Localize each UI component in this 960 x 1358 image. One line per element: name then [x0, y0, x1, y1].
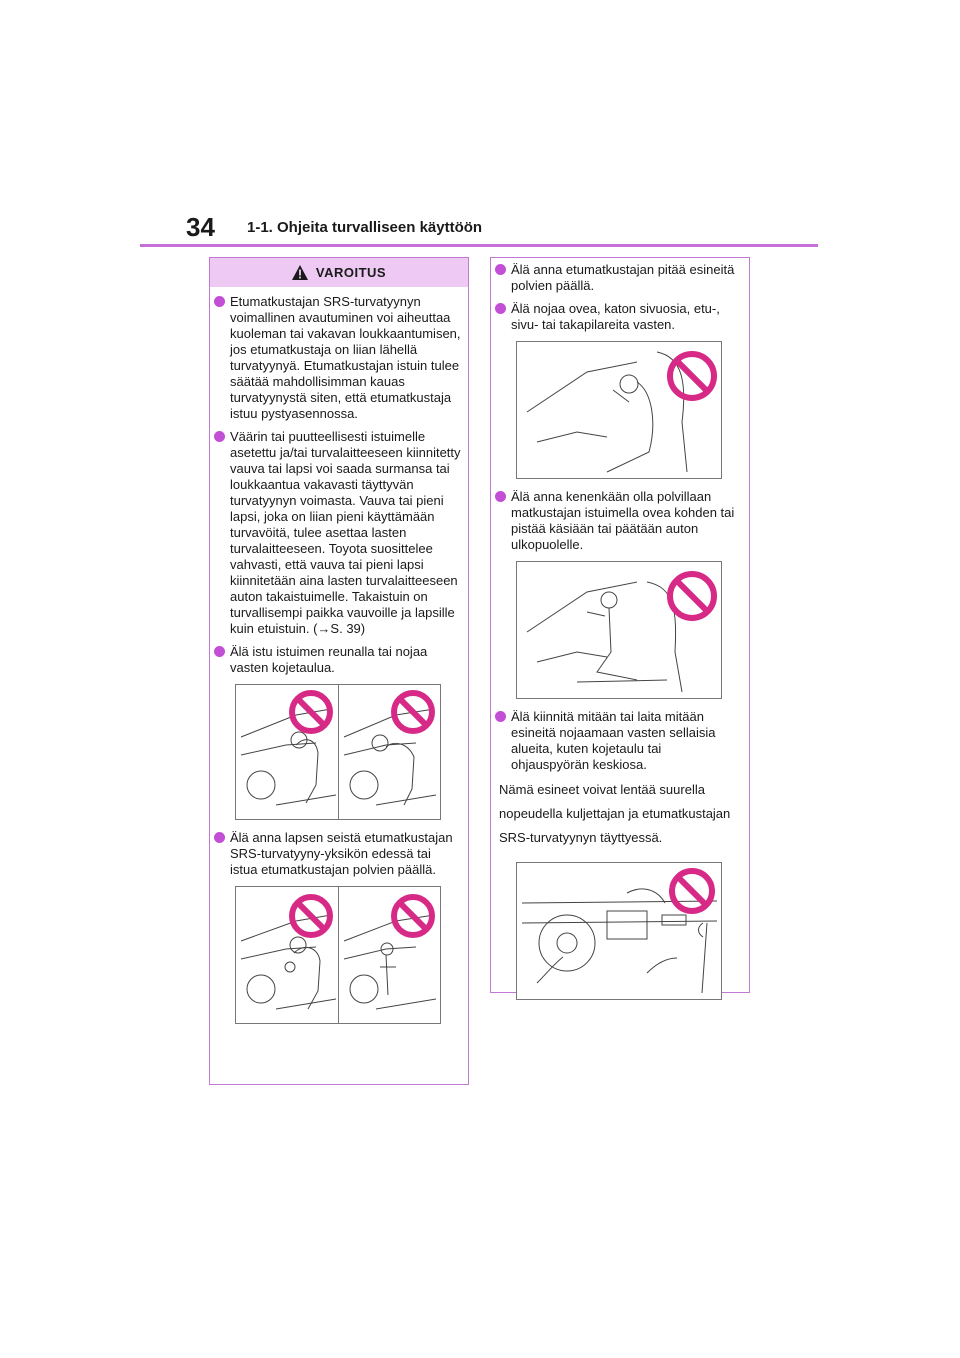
warning-item: [495, 301, 742, 333]
warning-paragraph: Nämä esineet voivat lentää suurella nopeudella kuljettajan ja etumatkustajan SRS-turvatyynyn täyttyessä.: [499, 782, 731, 845]
warning-item-text: Älä kiinnitä mitään tai laita mitään esineitä nojaamaan vasten sellaisia alueita, kuten kojetaulu tai ohjauspyörän keskiosa.: [511, 709, 716, 772]
warning-item-text: Älä anna kenenkään olla polvillaan matkustajan istuimella ovea kohden tai pistää käsiään tai päätään auton ulkopuolelle.: [511, 489, 735, 552]
bullet-icon: [214, 296, 225, 307]
warning-item: [214, 294, 461, 422]
warning-item: [495, 262, 742, 294]
warning-item: [495, 489, 742, 553]
illustration-child-standing: [235, 886, 441, 1024]
warning-box-left: [209, 257, 469, 1085]
warning-item: [214, 429, 461, 637]
bullet-icon: [495, 264, 506, 275]
bullet-icon: [495, 303, 506, 314]
warning-triangle-icon: [292, 265, 308, 280]
warning-title: VAROITUS: [315, 265, 387, 280]
illustration-objects-on-dashboard: [516, 862, 722, 1000]
page-number: 34: [186, 212, 215, 242]
warning-item-text: Älä anna etumatkustajan pitää esineitä polvien päällä.: [511, 262, 735, 293]
warning-item-text: Älä anna lapsen seistä etumatkustajan SRS-turvatyyny-yksikön edessä tai istua etumatkustajan polvien päällä.: [230, 830, 453, 877]
warning-item: [214, 644, 461, 676]
bullet-icon: [495, 711, 506, 722]
bullet-icon: [214, 646, 225, 657]
header-rule: [140, 244, 818, 247]
warning-item: [495, 709, 742, 773]
warning-item: [214, 830, 461, 878]
bullet-icon: [495, 491, 506, 502]
warning-item-text: Älä nojaa ovea, katon sivuosia, etu-, sivu- tai takapilareita vasten.: [511, 301, 720, 332]
illustration-leaning-dashboard: [235, 684, 441, 820]
bullet-icon: [214, 832, 225, 843]
bullet-icon: [214, 431, 225, 442]
warning-item-text: Etumatkustajan SRS-turvatyynyn voimallinen avautuminen voi aiheuttaa kuoleman tai vakavan loukkaantumisen, jos etumatkustaja on liian lähellä turvatyynyä. Etumatkustajan istuin tulee säätää mahdollisimman kauas turvatyynystä siten, että etumatkustaja istuu pystyasennossa.: [230, 294, 461, 421]
warning-item-text: Älä istu istuimen reunalla tai nojaa vasten kojetaulua.: [230, 644, 428, 675]
section-title: 1-1. Ohjeita turvalliseen käyttöön: [247, 219, 483, 236]
illustration-kneeling-seat: [516, 561, 722, 699]
warning-header: [210, 258, 468, 287]
illustration-leaning-door: [516, 341, 722, 479]
warning-item-text: Väärin tai puutteellisesti istuimelle asetettu ja/tai turvalaitteeseen kiinnitetty vauva tai lapsi voi saada surmansa tai loukkaantua vakavasti täyttyvän turvatyynyn voimasta. Vauva tai pieni lapsi, joka on liian pieni käyttämään turvavöitä, tulee asettaa lasten turvalaitteeseen. Toyota suosittelee vahvasti, että vauva tai pieni lapsi kiinnitetään aina lasten turvalaitteeseen auton takaistuimelle. Takaistuin on turvallisempi paikka vauvoille ja lapsille kuin etuistuin. (→S. 39): [230, 429, 461, 636]
warning-box-right: [490, 257, 750, 993]
